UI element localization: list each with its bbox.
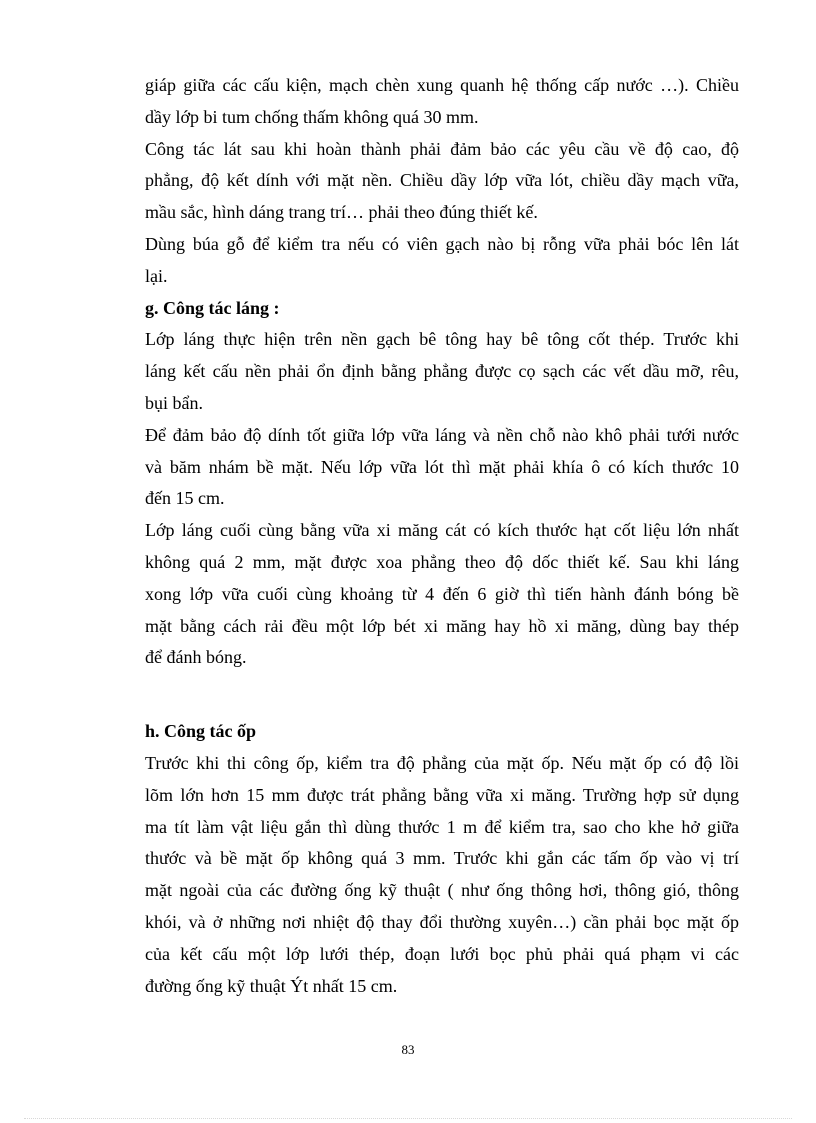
paragraph-line: khói, và ở những nơi nhiệt độ thay đổi thường xuyên…) cần phải bọc mặt ốp — [145, 911, 739, 932]
paragraph-line: giáp giữa các cấu kiện, mạch chèn xung quanh hệ thống cấp nước …). Chiều — [145, 75, 739, 95]
paragraph-line: và băm nhám bề mặt. Nếu lớp vữa lót thì mặt phải khía ô có kích thước 10 — [145, 456, 739, 477]
paragraph-line: đến 15 cm. — [145, 488, 225, 509]
paragraph-line: lõm lớn hơn 15 mm được trát phẳng bằng vữa xi măng. Trường hợp sử dụng — [145, 784, 739, 805]
page-number: 83 — [401, 1042, 415, 1057]
paragraph-line: thước và bề mặt ốp không quá 3 mm. Trước khi gắn các tấm ốp vào vị trí — [145, 848, 739, 869]
paragraph-line: láng kết cấu nền phải ổn định bằng phẳng được cọ sạch các vết dầu mỡ, rêu, — [145, 361, 739, 382]
section-spacer — [145, 674, 739, 716]
paragraph-line: Lớp láng cuối cùng bằng vữa xi măng cát có kích thước hạt cốt liệu lớn nhất — [145, 520, 739, 541]
paragraph-line: mầu sắc, hình dáng trang trí… phải theo đúng thiết kế. — [145, 202, 538, 223]
paragraph-line: bụi bẩn. — [145, 392, 203, 413]
paragraph-line: không quá 2 mm, mặt được xoa phẳng theo độ dốc thiết kế. Sau khi láng — [145, 551, 739, 572]
paragraph-line: mặt bằng cách rải đều một lớp bét xi măng hay hồ xi măng, dùng bay thép — [145, 615, 739, 636]
paragraph-line: lại. — [145, 265, 168, 286]
paragraph-line: của kết cấu một lớp lưới thép, đoạn lưới bọc phủ phải quá phạm vi các — [145, 943, 739, 964]
section-heading-h: h. Công tác ốp — [145, 721, 257, 742]
page-bottom-divider — [24, 1118, 792, 1119]
section-heading-g: g. Công tác láng : — [145, 297, 280, 318]
paragraph-line: dầy lớp bi tum chống thấm không quá 30 mm. — [145, 106, 479, 127]
paragraph-line: Trước khi thi công ốp, kiểm tra độ phẳng của mặt ốp. Nếu mặt ốp có độ lồi — [145, 752, 739, 773]
paragraph-line: Dùng búa gỗ để kiểm tra nếu có viên gạch nào bị rỗng vữa phải bóc lên lát — [145, 233, 739, 254]
paragraph-line: Để đảm bảo độ dính tốt giữa lớp vữa láng và nền chỗ nào khô phải tưới nước — [145, 424, 739, 445]
page-body — [145, 70, 739, 1002]
paragraph-line: đường ống kỹ thuật Ýt nhất 15 cm. — [145, 975, 398, 996]
paragraph-line: Lớp láng thực hiện trên nền gạch bê tông hay bê tông cốt thép. Trước khi — [145, 329, 739, 350]
paragraph-line: ma tít làm vật liệu gắn thì dùng thước 1 m để kiểm tra, sao cho khe hở giữa — [145, 816, 739, 837]
paragraph-line: phẳng, độ kết dính với mặt nền. Chiều dầy lớp vữa lót, chiều dầy mạch vữa, — [145, 170, 739, 191]
paragraph-line: xong lớp vữa cuối cùng khoảng từ 4 đến 6 giờ thì tiến hành đánh bóng bề — [145, 583, 739, 604]
paragraph-line: Công tác lát sau khi hoàn thành phải đảm bảo các yêu cầu về độ cao, độ — [145, 138, 739, 159]
paragraph-line: để đánh bóng. — [145, 647, 247, 668]
paragraph-line: mặt ngoài của các đường ống kỹ thuật ( như ống thông hơi, thông gió, thông — [145, 880, 739, 901]
